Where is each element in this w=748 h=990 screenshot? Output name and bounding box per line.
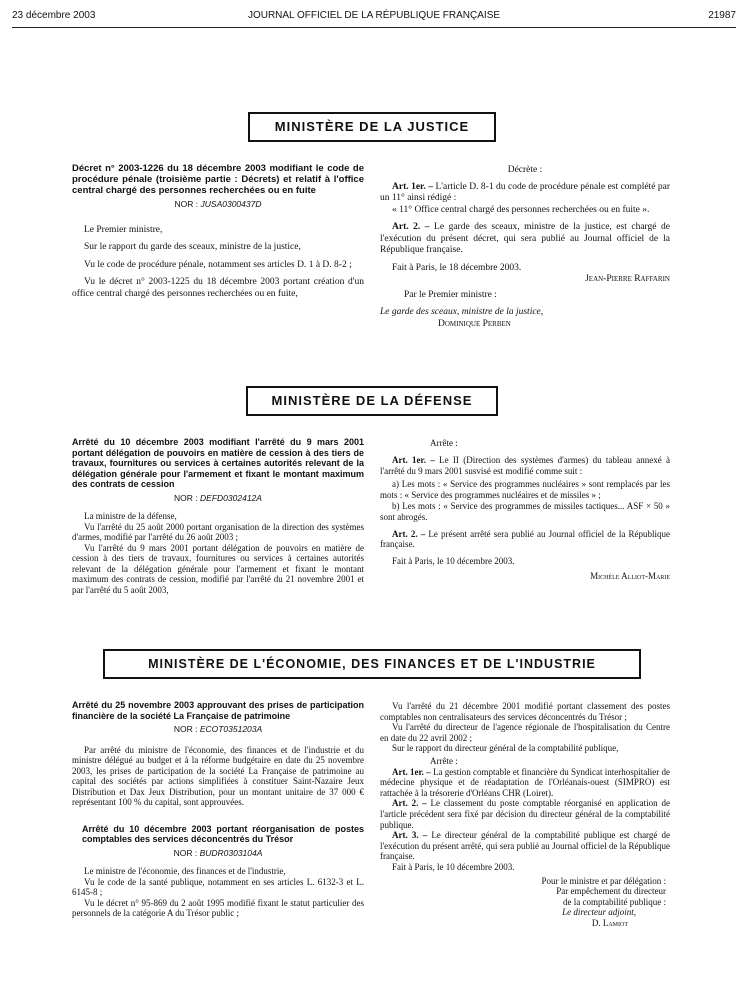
signature-line-1: Pour le ministre et par délégation : [541, 875, 666, 886]
article-label: Art. 2. – [392, 528, 426, 539]
justice-done-at: Fait à Paris, le 18 décembre 2003. [392, 262, 522, 273]
economie-done-at: Fait à Paris, le 10 décembre 2003. [392, 861, 515, 872]
article-label: Art. 2. – [392, 798, 427, 809]
economie-decree-2-preamble-5: Vu l'arrêté du directeur de l'agence régionale de l'hospitalisation du Centre en date du 22 avril 2002 ; [380, 722, 670, 743]
justice-article-2 [380, 222, 670, 257]
header-page-number: 21987 [708, 10, 736, 21]
justice-signer: Jean-Pierre Raffarin [585, 274, 670, 284]
defense-preamble-2: Vu l'arrêté du 25 août 2000 portant organisation de la direction des systèmes d'armes, modifié par l'arrêté du 26 août 2003 ; [72, 521, 364, 542]
defense-item-a: a) Les mots : « Service des programmes nucléaires » sont remplacés par les mots : « Service des programmes nucléaires et de missiles » ; [380, 479, 670, 501]
article-text: Le II (Direction des systèmes d'armes) du tableau annexé à l'arrêté du 9 mars 2001 susvisé est modifié comme suit : [380, 454, 671, 476]
economie-decree-2-title: Arrêté du 10 décembre 2003 portant réorganisation de postes comptables des services déconcentrés du Trésor [82, 823, 364, 844]
justice-nor [72, 199, 364, 211]
defense-arrete: Arrête : [430, 438, 458, 448]
defense-article-1 [380, 455, 670, 477]
defense-preamble-3: Vu l'arrêté du 9 mars 2001 portant délégation de pouvoirs en matière de cession à des tiers de travaux, fournitures ou services à certaines autorités relevant de la délégation générale pour l'armement et fixant le montant maximum des contrats de cession, modifié par l'arrêté du 21 novembre 2001 et par l'arrêté du 5 août 2003, [72, 542, 364, 595]
signature-line-4: Le directeur adjoint, [562, 907, 636, 918]
justice-preamble-3: Vu le code de procédure pénale, notamment ses articles D. 1 à D. 8-2 ; [84, 259, 352, 270]
article-text: La gestion comptable et financière du Syndicat interhospitalier de médecine physique et de réadaptation de l'Orléanais-ouest (SIMPRO) est rattachée à la trésorerie d'Orléans CHR (Loiret). [380, 766, 670, 798]
economie-decree-2-preamble-4: Vu l'arrêté du 21 décembre 2001 modifié portant classement des postes comptables non centralisateurs des services déconcentrés du Trésor ; [380, 701, 670, 722]
justice-by-pm: Par le Premier ministre : [404, 289, 497, 300]
defense-left-column [72, 437, 364, 595]
header-rule [12, 27, 736, 28]
defense-right-column [380, 438, 670, 582]
economie-article-2 [380, 798, 670, 830]
article-text: L'article D. 8-1 du code de procédure pénale est complété par un 11° ainsi rédigé : [380, 181, 671, 203]
economie-decree-2-preamble-2: Vu le code de la santé publique, notamment en ses articles L. 6132-3 et L. 6145-8 ; [72, 876, 364, 897]
justice-article-1 [380, 182, 670, 205]
economie-decree-1-body: Par arrêté du ministre de l'économie, des finances et de l'industrie et du ministre délégué au budget et à la réforme budgétaire en date du 25 novembre 2003, les prises de participation de la société La Française de patrimoine au capital des sociétés par actions simplifiées à constituer Saint-Nazaire Jeux Distribution et Dax Jeux Distribution, pour un montant unitaire de 37 000 € représentant 100 % du capital, sont approuvées. [72, 744, 364, 807]
nor-label: NOR : [173, 724, 198, 734]
defense-done-at: Fait à Paris, le 10 décembre 2003. [392, 556, 515, 567]
signature-line-3: de la comptabilité publique : [563, 896, 666, 907]
header-journal-title: JOURNAL OFFICIEL DE LA RÉPUBLIQUE FRANÇAISE [247, 10, 501, 21]
economie-nor-1 [72, 724, 364, 735]
defense-article-2 [380, 529, 670, 551]
economie-article-1 [380, 767, 670, 799]
header-date: 23 décembre 2003 [12, 10, 96, 21]
article-label: Art. 2. – [392, 222, 430, 232]
article-text: Le directeur général de la comptabilité publique est chargé de l'exécution du présent arrêté, qui sera publié au Journal officiel de la République française. [380, 830, 670, 862]
defense-preamble-1: La ministre de la défense, [84, 511, 177, 521]
justice-signer-2: Dominique Perben [438, 318, 511, 329]
justice-decrete: Décrète : [507, 165, 543, 175]
article-label: Art. 1er. – [392, 766, 431, 777]
justice-preamble-4: Vu le décret n° 2003-1225 du 18 décembre 2003 portant création d'un office central chargé des personnes recherchées ou en fuite, [72, 277, 364, 299]
nor-label: NOR : [173, 847, 198, 858]
economie-decree-2-preamble-1: Le ministre de l'économie, des finances et de l'industrie, [84, 866, 286, 876]
nor-label: NOR : [174, 199, 199, 209]
running-header [12, 10, 736, 26]
signature-line-2: Par empêchement du directeur [556, 886, 666, 897]
economie-decree-2-preamble-3: Vu le décret n° 95-869 du 2 août 1995 modifié fixant le statut particulier des personnels de la catégorie A du Trésor public ; [72, 897, 364, 918]
article-label: Art. 3. – [392, 830, 428, 841]
justice-right-column [380, 165, 670, 330]
article-label: Art. 1er. – [392, 181, 433, 192]
ministry-title-economie: MINISTÈRE DE L'ÉCONOMIE, DES FINANCES ET DE L'INDUSTRIE [103, 649, 641, 679]
ministry-title-justice: MINISTÈRE DE LA JUSTICE [248, 112, 496, 142]
economie-decree-2-preamble-6: Sur le rapport du directeur général de la comptabilité publique, [392, 743, 619, 754]
justice-preamble-2: Sur le rapport du garde des sceaux, ministre de la justice, [84, 242, 301, 252]
defense-nor [72, 493, 364, 504]
economie-arrete: Arrête : [430, 755, 458, 766]
nor-code: ECOT0351203A [199, 724, 263, 734]
article-label: Art. 1er. – [392, 454, 435, 465]
justice-decree-title: Décret n° 2003-1226 du 18 décembre 2003 modifiant le code de procédure pénale (troisième partie : Décrets) et relatif à l'office central chargé des personnes recherchées ou en fuite [72, 163, 364, 196]
economie-signature-block [380, 876, 670, 929]
ministry-title-defense: MINISTÈRE DE LA DÉFENSE [246, 386, 498, 416]
economie-signer: D. Lamiot [591, 917, 628, 928]
economie-right-column [380, 701, 670, 928]
economie-decree-1-title: Arrêté du 25 novembre 2003 approuvant des prises de participation financière de la société La Française de patrimoine [72, 700, 364, 721]
nor-label: NOR : [174, 492, 198, 503]
nor-code: DEFD0302412A [200, 492, 262, 503]
defense-item-b: b) Les mots : « Service des programmes de missiles tactiques... ASF × 50 » sont abrogés. [380, 500, 670, 522]
justice-left-column [72, 163, 364, 300]
article-text: Le présent arrêté sera publié au Journal officiel de la République française. [380, 528, 670, 550]
justice-garde-des-sceaux: Le garde des sceaux, ministre de la justice, [380, 307, 544, 317]
article-text: Le classement du poste comptable réorganisé en application de l'article précédent sera fixé par décision du directeur général de la comptabilité publique. [380, 798, 670, 830]
economie-nor-2 [72, 848, 364, 859]
nor-code: BUDR0303104A [199, 847, 263, 858]
justice-article-1-quote: « 11° Office central chargé des personnes recherchées ou en fuite ». [392, 204, 650, 215]
defense-signer: Michèle Alliot-Marie [590, 570, 670, 581]
defense-decree-title: Arrêté du 10 décembre 2003 modifiant l'arrêté du 9 mars 2001 portant délégation de pouvoirs en matière de cession à des tiers de travaux, fournitures ou services à certaines autorités relevant de la délégation générale pour l'armement et fixant le montant maximum des contrats de cession [72, 437, 364, 489]
nor-code: JUSA0300437D [200, 199, 262, 209]
justice-preamble-1: Le Premier ministre, [84, 224, 163, 235]
economie-left-column [72, 700, 364, 919]
article-text: Le garde des sceaux, ministre de la justice, est chargé de l'exécution du présent décret, qui sera publié au Journal officiel de la République française. [380, 222, 670, 255]
economie-article-3 [380, 830, 670, 862]
